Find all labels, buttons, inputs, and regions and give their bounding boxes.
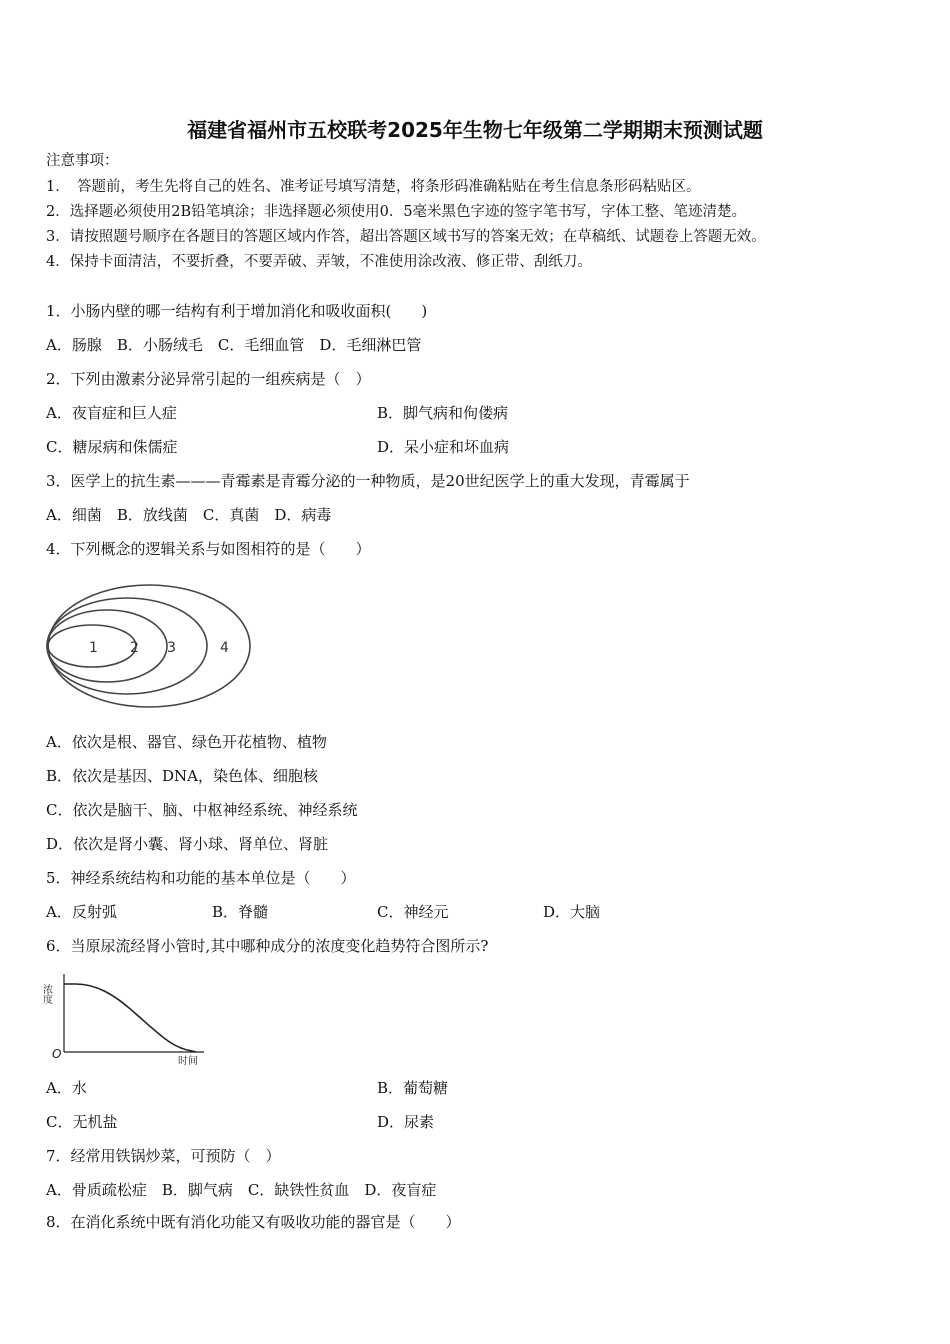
question-8-stem: 8．在消化系统中既有消化功能又有吸收功能的器官是（ ） xyxy=(46,1213,461,1231)
question-6-option-a: A．水 xyxy=(46,1079,87,1097)
question-6-option-c: C．无机盐 xyxy=(46,1113,118,1131)
ellipse-label-3: 3 xyxy=(167,640,176,656)
question-2-option-b: B．脚气病和佝偻病 xyxy=(377,404,509,422)
question-5-stem: 5．神经系统结构和功能的基本单位是（ ） xyxy=(46,869,356,887)
question-3-options: A．细菌 B．放线菌 C．真菌 D．病毒 xyxy=(46,506,332,524)
question-3-stem: 3．医学上的抗生素———青霉素是青霉分泌的一种物质，是20世纪医学上的重大发现，青霉属于 xyxy=(46,472,690,490)
question-2-stem: 2．下列由激素分泌异常引起的一组疾病是（ ） xyxy=(46,370,371,388)
question-4-option-c: C．依次是脑干、脑、中枢神经系统、神经系统 xyxy=(46,801,358,819)
question-2-option-a: A．夜盲症和巨人症 xyxy=(46,404,177,422)
page-title: 福建省福州市五校联考2025年生物七年级第二学期期末预测试题 xyxy=(187,118,763,142)
note-item: 3．请按照题号顺序在各题目的答题区域内作答，超出答题区域书写的答案无效；在草稿纸、试题卷上答题无效。 xyxy=(46,229,766,245)
ellipse-label-2: 2 xyxy=(130,640,139,656)
origin-label: O xyxy=(52,1047,62,1061)
x-axis-label: 时间 xyxy=(178,1056,198,1067)
question-7-stem: 7．经常用铁锅炒菜，可预防（ ） xyxy=(46,1147,281,1165)
notes-heading: 注意事项： xyxy=(46,153,119,169)
nested-ellipses-figure xyxy=(44,580,256,712)
note-item: 2．选择题必须使用2B铅笔填涂；非选择题必须使用0．5毫米黑色字迹的签字笔书写，字体工整、笔迹清楚。 xyxy=(46,204,747,220)
question-6-stem: 6．当原尿流经肾小管时,其中哪种成分的浓度变化趋势符合图所示? xyxy=(46,937,489,955)
question-4-option-b: B．依次是基因、DNA，染色体、细胞核 xyxy=(46,767,319,785)
y-axis-label: 浓度 xyxy=(40,984,52,1004)
question-7-options: A．骨质疏松症 B．脚气病 C．缺铁性贫血 D．夜盲症 xyxy=(46,1181,437,1199)
question-4-option-a: A．依次是根、器官、绿色开花植物、植物 xyxy=(46,733,327,751)
question-6-option-d: D．尿素 xyxy=(377,1113,435,1131)
ellipse-label-1: 1 xyxy=(89,640,98,656)
ellipse-label-4: 4 xyxy=(220,640,229,656)
question-1-stem: 1．小肠内壁的哪一结构有利于增加消化和吸收面积( ) xyxy=(46,302,428,320)
question-4-option-d: D．依次是肾小囊、肾小球、肾单位、肾脏 xyxy=(46,835,329,853)
question-1-options: A．肠腺 B．小肠绒毛 C．毛细血管 D．毛细淋巴管 xyxy=(46,336,422,354)
question-5-option-c: C．神经元 xyxy=(377,903,449,921)
note-item: 4．保持卡面清洁，不要折叠，不要弄破、弄皱，不准使用涂改液、修正带、刮纸刀。 xyxy=(46,254,592,270)
question-2-option-d: D．呆小症和坏血病 xyxy=(377,438,510,456)
question-5-option-b: B．脊髓 xyxy=(212,903,269,921)
concentration-graph xyxy=(40,968,214,1068)
question-2-option-c: C．糖尿病和侏儒症 xyxy=(46,438,178,456)
question-4-stem: 4．下列概念的逻辑关系与如图相符的是（ ） xyxy=(46,540,371,558)
ellipse-2 xyxy=(47,610,167,682)
concentration-curve xyxy=(64,984,196,1052)
question-6-option-b: B．葡萄糖 xyxy=(377,1079,449,1097)
note-item: 1． 答题前，考生先将自己的姓名、准考证号填写清楚，将条形码准确粘贴在考生信息条形码粘贴区。 xyxy=(46,179,701,195)
question-5-option-a: A．反射弧 xyxy=(46,903,117,921)
question-5-option-d: D．大脑 xyxy=(543,903,601,921)
